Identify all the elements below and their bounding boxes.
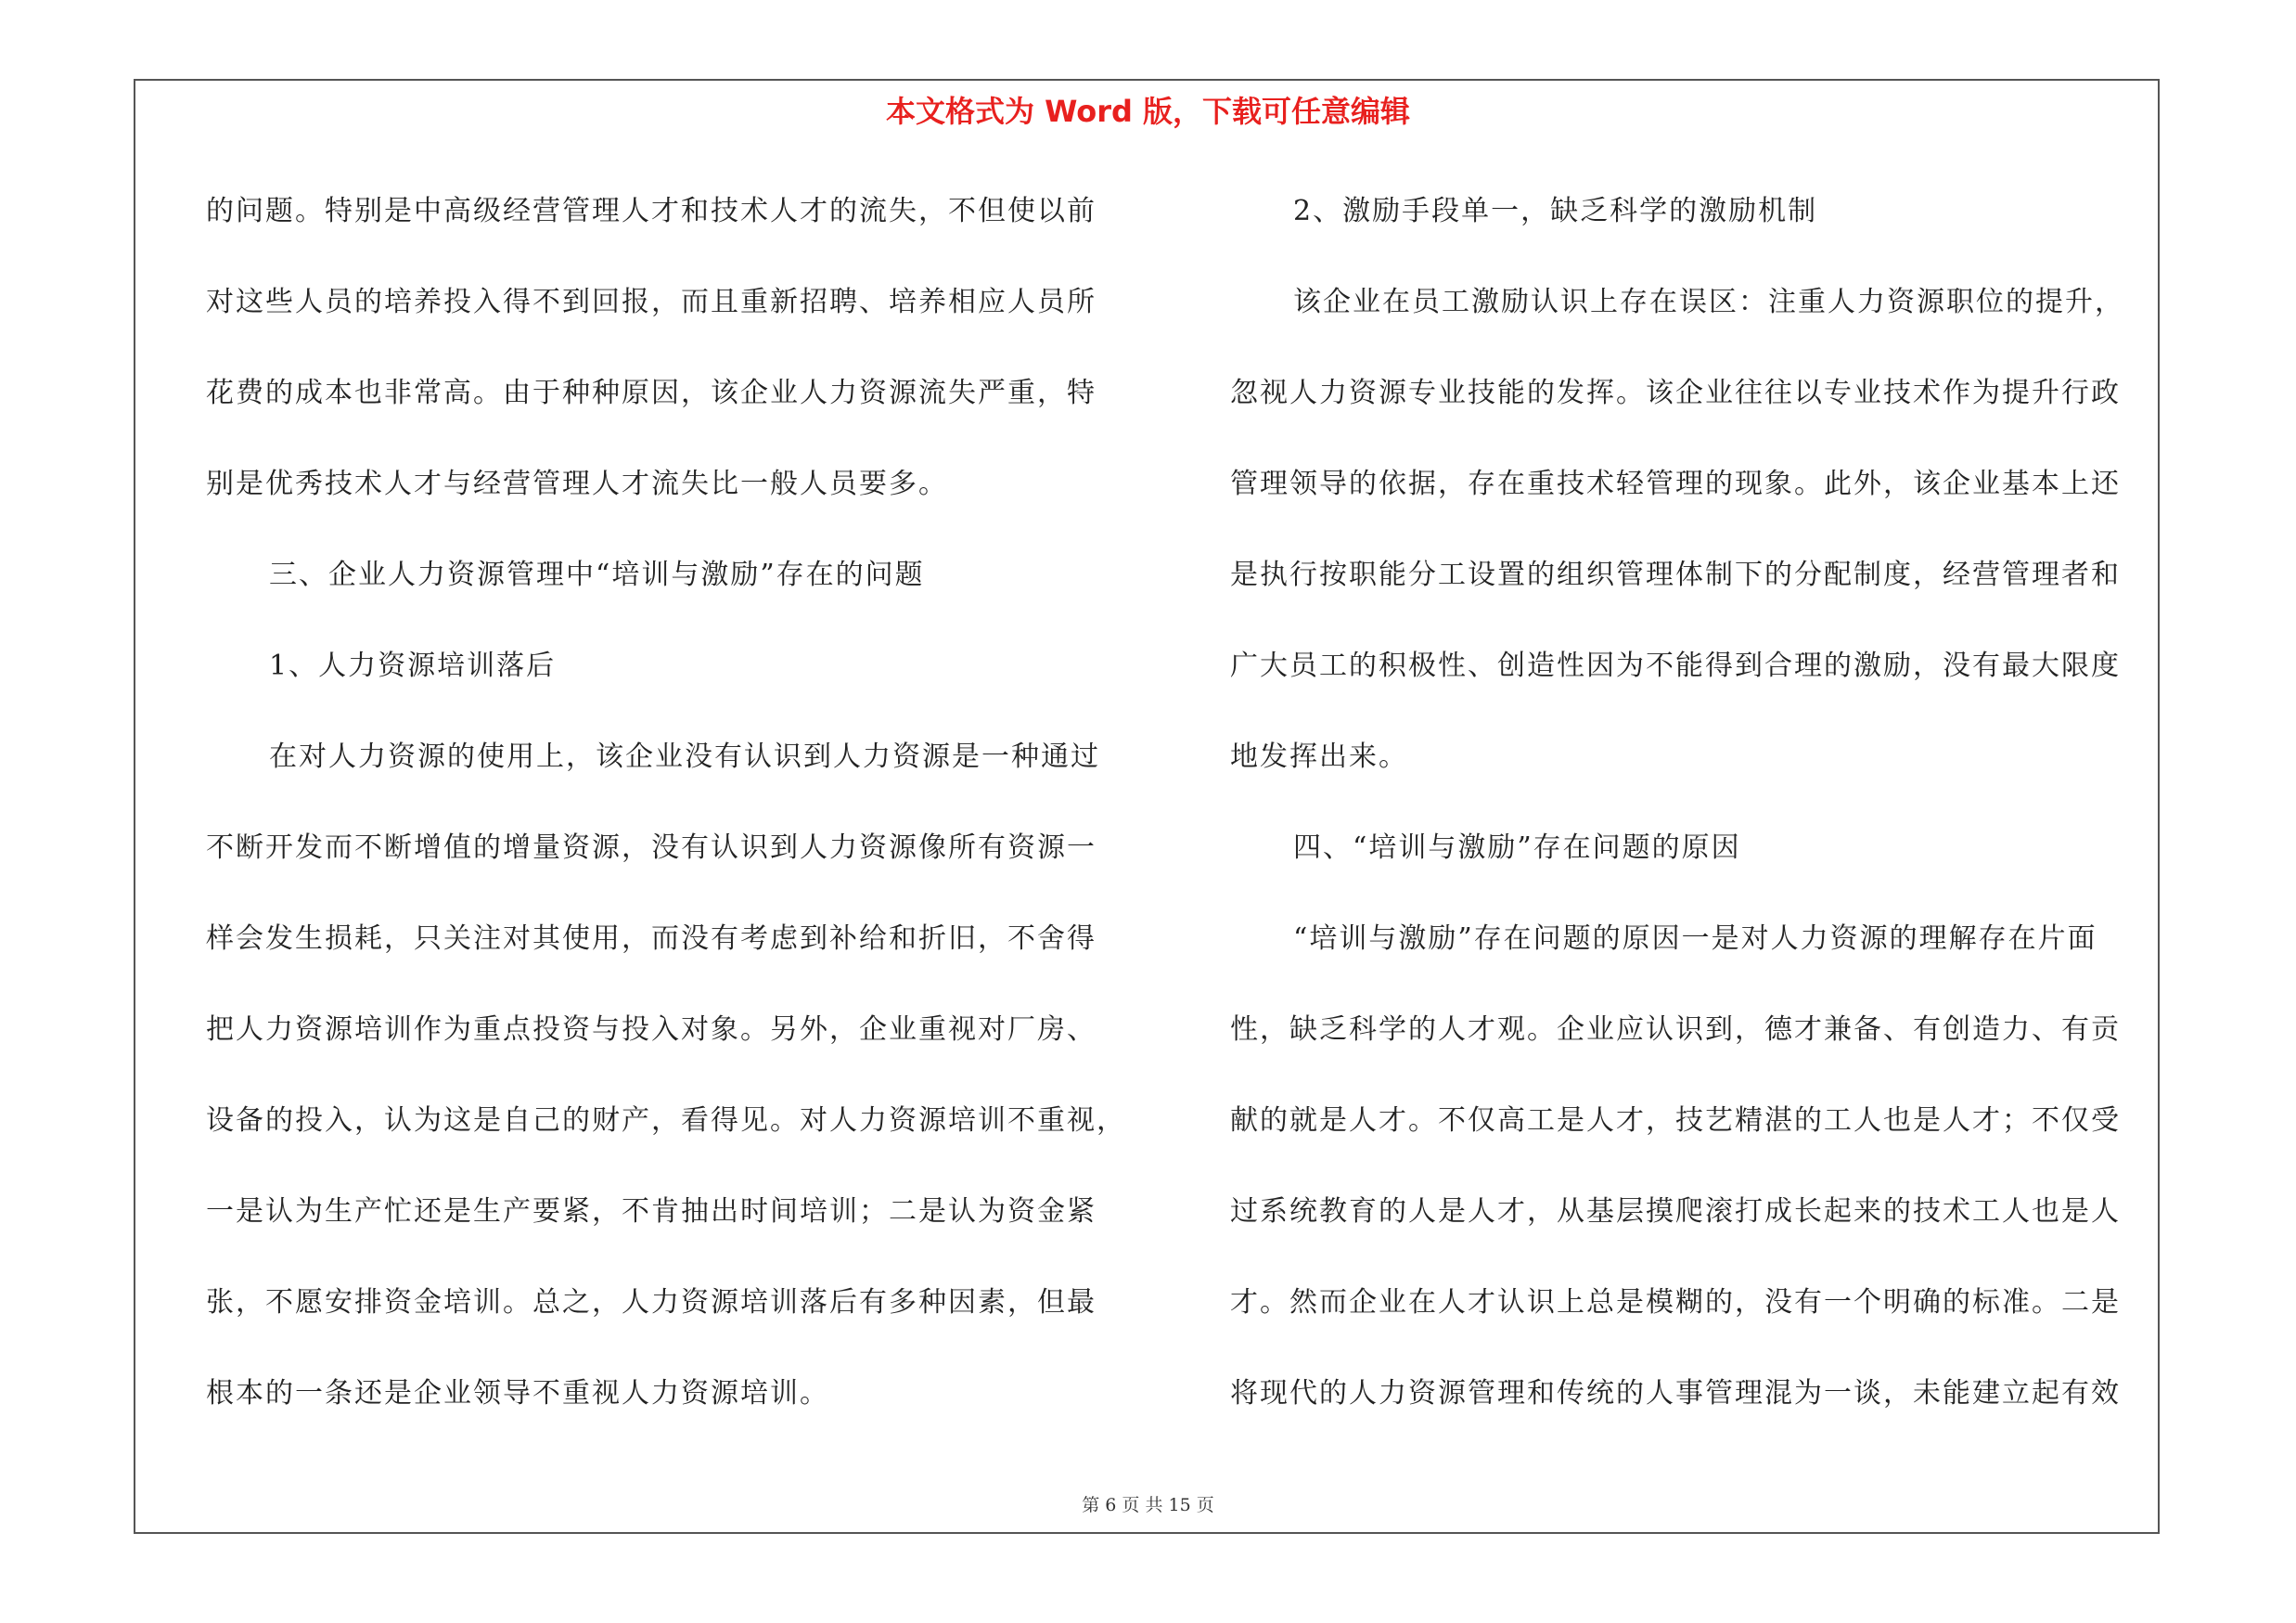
text-line: 张，不愿安排资金培训。总之，人力资源培训落后有多种因素，但最 (206, 1286, 1097, 1319)
text-line: 不断开发而不断增值的增量资源，没有认识到人力资源像所有资源一 (206, 831, 1097, 864)
text-line: 别是优秀技术人才与经营管理人才流失比一般人员要多。 (206, 468, 948, 500)
text-line: 广大员工的积极性、创造性因为不能得到合理的激励，没有最大限度 (1230, 650, 2121, 682)
text-line: 三、企业人力资源管理中“培训与激励”存在的问题 (269, 559, 925, 591)
text-line: “培训与激励”存在问题的原因一是对人力资源的理解存在片面 (1293, 922, 2097, 955)
text-line: 将现代的人力资源管理和传统的人事管理混为一谈，未能建立起有效 (1230, 1377, 2121, 1410)
text-line: 忽视人力资源专业技能的发挥。该企业往往以专业技术作为提升行政 (1230, 377, 2121, 409)
text-line: 是执行按职能分工设置的组织管理体制下的分配制度，经营管理者和 (1230, 559, 2121, 591)
text-line: 把人力资源培训作为重点投资与投入对象。另外，企业重视对厂房、 (206, 1013, 1097, 1046)
text-line: 根本的一条还是企业领导不重视人力资源培训。 (206, 1377, 829, 1410)
text-line: 四、“培训与激励”存在问题的原因 (1293, 831, 1741, 864)
text-line: 管理领导的依据，存在重技术轻管理的现象。此外，该企业基本上还 (1230, 468, 2121, 500)
page-number-footer: 第 6 页 共 15 页 (1082, 1495, 1214, 1515)
text-line: 样会发生损耗，只关注对其使用，而没有考虑到补给和折旧，不舍得 (206, 922, 1097, 955)
text-line: 2、激励手段单一，缺乏科学的激励机制 (1293, 195, 1818, 227)
text-line: 该企业在员工激励认识上存在误区：注重人力资源职位的提升， (1293, 286, 2124, 318)
word-format-banner: 本文格式为 Word 版，下载可任意编辑 (885, 94, 1411, 129)
right-column (1230, 184, 2161, 1457)
text-line: 1、人力资源培训落后 (269, 650, 557, 682)
text-line: 的问题。特别是中高级经营管理人才和技术人才的流失，不但使以前 (206, 195, 1097, 227)
text-line: 性，缺乏科学的人才观。企业应认识到，德才兼备、有创造力、有贡 (1230, 1013, 2121, 1046)
text-line: 地发挥出来。 (1230, 741, 1408, 773)
text-line: 设备的投入，认为这是自己的财产，看得见。对人力资源培训不重视， (206, 1104, 1126, 1137)
left-column (206, 184, 1145, 1457)
text-line: 在对人力资源的使用上，该企业没有认识到人力资源是一种通过 (269, 741, 1100, 773)
text-line: 一是认为生产忙还是生产要紧，不肯抽出时间培训；二是认为资金紧 (206, 1195, 1097, 1228)
text-line: 对这些人员的培养投入得不到回报，而且重新招聘、培养相应人员所 (206, 286, 1097, 318)
text-line: 才。然而企业在人才认识上总是模糊的，没有一个明确的标准。二是 (1230, 1286, 2121, 1319)
text-line: 花费的成本也非常高。由于种种原因，该企业人力资源流失严重，特 (206, 377, 1097, 409)
text-line: 献的就是人才。不仅高工是人才，技艺精湛的工人也是人才；不仅受 (1230, 1104, 2121, 1137)
text-line: 过系统教育的人是人才，从基层摸爬滚打成长起来的技术工人也是人 (1230, 1195, 2121, 1228)
